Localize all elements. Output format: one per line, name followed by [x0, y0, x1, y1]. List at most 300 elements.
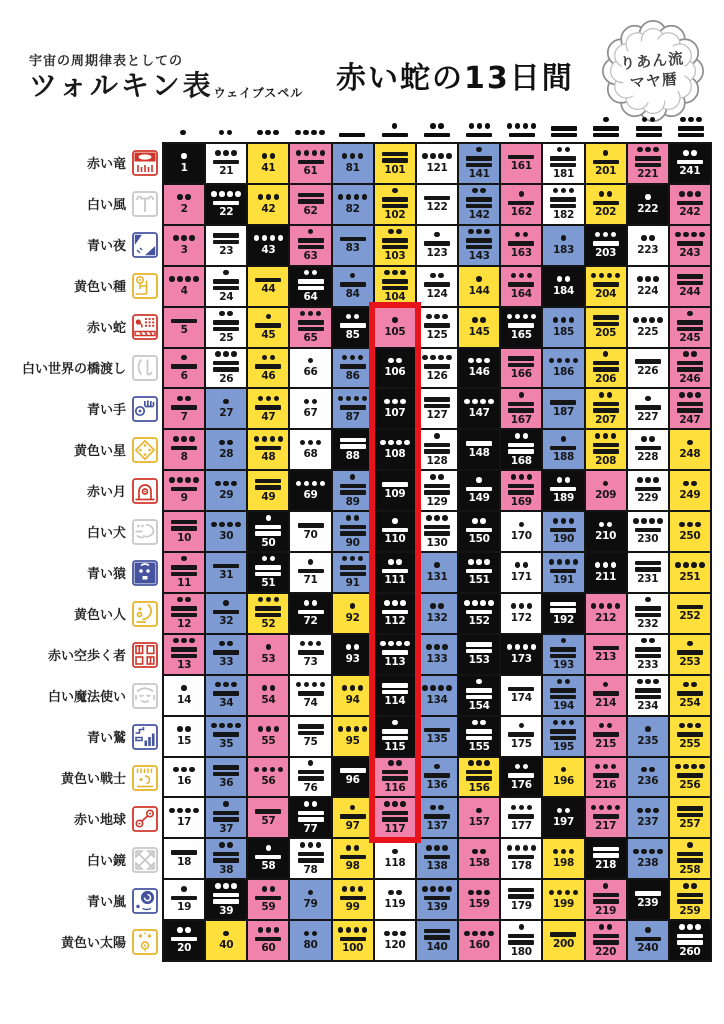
kin-number: 125 — [426, 328, 448, 341]
tone-glyph-5 — [677, 605, 703, 610]
kin-cell-27 — [206, 389, 246, 428]
kin-number: 250 — [679, 530, 701, 543]
kin-number: 143 — [468, 250, 490, 263]
kin-cell-148 — [459, 430, 499, 469]
kin-number: 103 — [384, 250, 406, 263]
kin-number: 226 — [637, 364, 659, 377]
tone-glyph-4 — [633, 317, 663, 325]
seal-name-label: 青い鷲 — [86, 731, 126, 746]
kin-cell-64 — [290, 267, 330, 306]
kin-cell-184 — [543, 267, 583, 306]
kin-number: 50 — [261, 536, 276, 549]
tone-glyph-12 — [677, 351, 703, 372]
kin-number: 121 — [426, 161, 448, 174]
kin-number: 20 — [177, 942, 192, 955]
kin-cell-4 — [164, 267, 204, 306]
tone-glyph-1 — [603, 481, 609, 489]
kin-cell-171 — [501, 553, 541, 592]
kin-cell-252 — [670, 594, 710, 633]
row-label-blue-hand — [87, 388, 158, 429]
tone-glyph-2 — [219, 130, 233, 138]
tone-glyph-6 — [255, 845, 281, 859]
kin-number: 232 — [637, 618, 659, 631]
kin-cell-131 — [417, 553, 457, 592]
tone-glyph-10 — [340, 438, 366, 449]
kin-number: 245 — [679, 332, 701, 345]
kin-number: 108 — [384, 448, 406, 461]
kin-cell-173 — [501, 635, 541, 674]
kin-cell-193 — [543, 635, 583, 674]
seal-name-label: 青い猿 — [86, 567, 126, 582]
kin-number: 113 — [384, 655, 406, 668]
kin-number: 71 — [303, 574, 318, 587]
tone-glyph-2 — [346, 644, 360, 652]
tone-glyph-8 — [340, 886, 366, 900]
kin-number: 159 — [468, 898, 490, 911]
kin-cell-194 — [543, 676, 583, 715]
kin-cell-169 — [501, 471, 541, 510]
kin-cell-161 — [501, 144, 541, 183]
kin-cell-164 — [501, 267, 541, 306]
kin-cell-36 — [206, 758, 246, 797]
kin-number: 47 — [261, 410, 276, 423]
kin-cell-5 — [164, 308, 204, 347]
kin-cell-61 — [290, 144, 330, 183]
kin-number: 109 — [384, 487, 406, 500]
kin-cell-237 — [628, 798, 668, 837]
seal-icon-white-wind — [132, 191, 158, 217]
tone-glyph-4 — [254, 235, 284, 243]
seal-icon-blue-eagle — [132, 724, 158, 750]
kin-cell-54 — [248, 676, 288, 715]
tone-glyph-6 — [298, 559, 324, 573]
tone-glyph-5 — [382, 482, 408, 487]
kin-number: 106 — [384, 366, 406, 379]
kin-cell-203 — [586, 226, 626, 265]
tone-glyph-11 — [593, 351, 619, 372]
kin-number: 33 — [219, 655, 234, 668]
kin-cell-233 — [628, 635, 668, 674]
kin-cell-48 — [248, 430, 288, 469]
kin-cell-2 — [164, 185, 204, 224]
kin-cell-74 — [290, 676, 330, 715]
tone-glyph-11 — [382, 188, 408, 209]
tone-glyph-1 — [223, 399, 229, 407]
tone-glyph-4 — [338, 194, 368, 202]
kin-cell-133 — [417, 635, 457, 674]
kin-cell-208 — [586, 430, 626, 469]
tone-glyph-11 — [213, 801, 239, 822]
kin-cell-31 — [206, 553, 246, 592]
kin-number: 234 — [637, 700, 659, 713]
kin-number: 2 — [180, 202, 188, 215]
kin-cell-139 — [417, 880, 457, 919]
kin-cell-108 — [375, 430, 415, 469]
kin-cell-123 — [417, 226, 457, 265]
seal-name-label: 黄色い種 — [73, 280, 126, 295]
wavespell-title: 赤い蛇の13日間 — [336, 61, 574, 96]
kin-cell-157 — [459, 798, 499, 837]
kin-cell-207 — [586, 389, 626, 428]
kin-number: 112 — [384, 615, 406, 628]
kin-number: 67 — [303, 407, 318, 420]
kin-cell-210 — [586, 512, 626, 551]
kin-number: 155 — [468, 741, 490, 754]
kin-number: 215 — [595, 737, 617, 750]
tone-glyph-10 — [424, 929, 450, 940]
tone-glyph-10 — [677, 274, 703, 285]
kin-number: 138 — [426, 860, 448, 873]
kin-number: 26 — [219, 372, 234, 385]
tzolkin-grid — [162, 142, 712, 962]
kin-cell-73 — [290, 635, 330, 674]
tone-glyph-5 — [340, 768, 366, 773]
tone-glyph-6 — [550, 436, 576, 450]
seal-name-label: 黄色い太陽 — [60, 936, 126, 951]
kin-cell-132 — [417, 594, 457, 633]
tone-glyph-12 — [635, 638, 661, 659]
kin-cell-234 — [628, 676, 668, 715]
tone-glyph-8 — [213, 150, 239, 164]
tone-glyph-7 — [424, 123, 450, 137]
kin-number: 90 — [345, 536, 360, 549]
tone-glyph-10 — [508, 888, 534, 899]
kin-cell-204 — [586, 267, 626, 306]
tone-glyph-7 — [466, 518, 492, 532]
tone-glyph-2 — [641, 235, 655, 243]
row-label-yellow-star — [74, 429, 158, 470]
tone-glyph-5 — [213, 564, 239, 569]
tone-glyph-13 — [340, 556, 366, 577]
seal-icon-yellow-seed — [132, 273, 158, 299]
kin-cell-23 — [206, 226, 246, 265]
kin-number: 208 — [595, 454, 617, 467]
tone-glyph-8 — [255, 927, 281, 941]
tone-glyph-3 — [426, 644, 448, 652]
kin-cell-245 — [670, 308, 710, 347]
tone-glyph-7 — [255, 355, 281, 369]
kin-cell-97 — [333, 798, 373, 837]
tone-glyph-1 — [308, 890, 314, 898]
kin-cell-162 — [501, 185, 541, 224]
kin-cell-33 — [206, 635, 246, 674]
tone-glyph-5 — [550, 932, 576, 937]
kin-number: 62 — [303, 204, 318, 217]
tone-glyph-8 — [171, 436, 197, 450]
kin-cell-129 — [417, 471, 457, 510]
tone-glyph-12 — [171, 597, 197, 618]
kin-number: 257 — [679, 818, 701, 831]
tone-glyph-9 — [591, 805, 621, 819]
tone-glyph-2 — [388, 358, 402, 366]
kin-number: 5 — [180, 324, 188, 337]
kin-cell-211 — [586, 553, 626, 592]
kin-number: 193 — [552, 659, 574, 672]
tone-glyph-13 — [466, 760, 492, 781]
tone-glyph-5 — [635, 359, 661, 364]
kin-number: 217 — [595, 819, 617, 832]
kin-cell-199 — [543, 880, 583, 919]
kin-cell-196 — [543, 758, 583, 797]
column-header-tone-7 — [416, 106, 458, 140]
kin-number: 134 — [426, 693, 448, 706]
kin-number: 156 — [468, 781, 490, 794]
column-header-tone-3 — [247, 106, 289, 140]
tone-glyph-12 — [382, 760, 408, 781]
kin-number: 240 — [637, 942, 659, 955]
kin-cell-163 — [501, 226, 541, 265]
tone-glyph-10 — [550, 602, 576, 613]
tone-glyph-5 — [550, 400, 576, 405]
kin-number: 100 — [342, 942, 364, 955]
kin-cell-240 — [628, 921, 668, 960]
tone-glyph-3 — [468, 358, 490, 366]
kin-number: 246 — [679, 372, 701, 385]
kin-cell-247 — [670, 389, 710, 428]
tone-glyph-5 — [298, 523, 324, 528]
tone-glyph-4 — [380, 440, 410, 448]
seal-name-label: 黄色い星 — [73, 444, 126, 459]
tone-glyph-2 — [641, 767, 655, 775]
kin-cell-216 — [586, 758, 626, 797]
tone-glyph-4 — [633, 849, 663, 857]
kin-cell-85 — [333, 308, 373, 347]
kin-cell-42 — [248, 185, 288, 224]
tone-glyph-11 — [466, 147, 492, 168]
tone-glyph-12 — [213, 842, 239, 863]
kin-cell-219 — [586, 880, 626, 919]
kin-number: 241 — [679, 165, 701, 178]
tone-glyph-6 — [255, 314, 281, 328]
tone-glyph-10 — [171, 520, 197, 531]
tone-glyph-3 — [300, 440, 322, 448]
kin-cell-81 — [333, 144, 373, 183]
tone-glyph-5 — [508, 155, 534, 160]
seal-name-label: 白い世界の橋渡し — [21, 362, 126, 377]
kin-number: 202 — [595, 206, 617, 219]
kin-number: 203 — [595, 246, 617, 259]
kin-number: 27 — [219, 407, 234, 420]
tone-glyph-3 — [511, 603, 533, 611]
tone-glyph-13 — [550, 720, 576, 741]
seal-name-label: 青い夜 — [86, 239, 126, 254]
tone-glyph-3 — [679, 522, 701, 530]
tone-glyph-4 — [422, 153, 452, 161]
kin-number: 230 — [637, 533, 659, 546]
tone-glyph-11 — [255, 515, 281, 536]
kin-number: 18 — [177, 855, 192, 868]
kin-number: 80 — [303, 939, 318, 952]
kin-number: 259 — [679, 904, 701, 917]
tone-glyph-12 — [298, 270, 324, 291]
tone-glyph-13 — [508, 474, 534, 495]
kin-cell-40 — [206, 921, 246, 960]
kin-cell-19 — [164, 880, 204, 919]
kin-number: 239 — [637, 896, 659, 909]
kin-cell-3 — [164, 226, 204, 265]
kin-cell-213 — [586, 635, 626, 674]
kin-cell-59 — [248, 880, 288, 919]
tone-glyph-9 — [507, 314, 537, 328]
kin-number: 160 — [468, 939, 490, 952]
kin-number: 255 — [679, 737, 701, 750]
kin-number: 207 — [595, 413, 617, 426]
kin-number: 196 — [552, 775, 574, 788]
kin-number: 136 — [426, 778, 448, 791]
kin-cell-8 — [164, 430, 204, 469]
tone-glyph-9 — [296, 150, 326, 164]
tone-glyph-2 — [262, 685, 276, 693]
kin-cell-141 — [459, 144, 499, 183]
column-header-tone-4 — [289, 106, 331, 140]
tone-glyph-6 — [382, 518, 408, 532]
kin-cell-104 — [375, 267, 415, 306]
kin-number: 111 — [384, 574, 406, 587]
kin-cell-152 — [459, 594, 499, 633]
tone-glyph-13 — [677, 924, 703, 945]
kin-cell-140 — [417, 921, 457, 960]
tone-glyph-2 — [219, 440, 233, 448]
tone-glyph-1 — [561, 235, 567, 243]
kin-cell-77 — [290, 798, 330, 837]
seal-name-label: 赤い蛇 — [86, 321, 126, 336]
kin-cell-135 — [417, 717, 457, 756]
kin-cell-174 — [501, 676, 541, 715]
kin-cell-43 — [248, 226, 288, 265]
tone-glyph-7 — [508, 232, 534, 246]
kin-cell-251 — [670, 553, 710, 592]
kin-number: 176 — [510, 778, 532, 791]
tone-glyph-3 — [384, 399, 406, 407]
seal-name-label: 赤い月 — [86, 485, 126, 500]
kin-number: 211 — [595, 570, 617, 583]
kin-cell-118 — [375, 839, 415, 878]
kin-number: 75 — [303, 736, 318, 749]
kin-cell-28 — [206, 430, 246, 469]
kin-cell-246 — [670, 349, 710, 388]
tone-glyph-2 — [557, 808, 571, 816]
kin-number: 146 — [468, 366, 490, 379]
kin-number: 153 — [468, 654, 490, 667]
row-label-red-serpent — [87, 306, 158, 347]
kin-cell-218 — [586, 839, 626, 878]
seal-icon-blue-storm — [132, 888, 158, 914]
kin-cell-137 — [417, 798, 457, 837]
tone-glyph-7 — [550, 477, 576, 491]
kin-number: 60 — [261, 942, 276, 955]
kin-cell-159 — [459, 880, 499, 919]
kin-number: 76 — [303, 781, 318, 794]
seal-name-label: 黄色い人 — [73, 608, 126, 623]
tone-glyph-12 — [213, 311, 239, 332]
kin-number: 135 — [426, 733, 448, 746]
tone-glyph-6 — [593, 682, 619, 696]
tone-glyph-12 — [340, 515, 366, 536]
tone-glyph-7 — [677, 682, 703, 696]
kin-number: 249 — [679, 489, 701, 502]
kin-number: 186 — [552, 366, 574, 379]
kin-number: 185 — [552, 325, 574, 338]
kin-number: 204 — [595, 287, 617, 300]
tone-glyph-10 — [508, 356, 534, 367]
kin-number: 200 — [552, 937, 574, 950]
kin-cell-154 — [459, 676, 499, 715]
kin-number: 29 — [219, 489, 234, 502]
tone-glyph-5 — [340, 237, 366, 242]
kin-number: 84 — [345, 287, 360, 300]
tone-glyph-3 — [215, 481, 237, 489]
kin-number: 102 — [384, 209, 406, 222]
row-label-blue-monkey — [87, 552, 158, 593]
tone-glyph-1 — [687, 440, 693, 448]
kin-cell-65 — [290, 308, 330, 347]
kin-cell-257 — [670, 798, 710, 837]
kin-cell-241 — [670, 144, 710, 183]
row-label-white-dog — [87, 511, 158, 552]
kin-cell-115 — [375, 717, 415, 756]
kin-cell-68 — [290, 430, 330, 469]
kin-number: 94 — [345, 693, 360, 706]
tone-glyph-13 — [678, 117, 704, 138]
badge-line1: りあん流 — [619, 49, 685, 73]
page-title — [29, 64, 303, 104]
kin-cell-256 — [670, 758, 710, 797]
kin-cell-227 — [628, 389, 668, 428]
kin-cell-136 — [417, 758, 457, 797]
tone-glyph-11 — [298, 229, 324, 250]
tone-glyph-8 — [255, 396, 281, 410]
tone-glyph-4 — [591, 603, 621, 611]
tone-glyph-2 — [515, 562, 529, 570]
row-label-blue-storm — [87, 880, 158, 921]
kin-number: 147 — [468, 407, 490, 420]
kin-cell-112 — [375, 594, 415, 633]
kin-number: 220 — [595, 945, 617, 958]
kin-cell-125 — [417, 308, 457, 347]
kin-cell-53 — [248, 635, 288, 674]
tone-glyph-3 — [173, 767, 195, 775]
kin-cell-67 — [290, 389, 330, 428]
kin-cell-253 — [670, 635, 710, 674]
kin-number: 120 — [384, 939, 406, 952]
tone-glyph-4 — [549, 890, 579, 898]
kin-cell-185 — [543, 308, 583, 347]
kin-number: 21 — [219, 165, 234, 178]
tone-glyph-11 — [340, 474, 366, 495]
kin-cell-170 — [501, 512, 541, 551]
row-label-red-moon — [87, 470, 158, 511]
kin-cell-56 — [248, 758, 288, 797]
tone-glyph-7 — [635, 436, 661, 450]
kin-number: 223 — [637, 243, 659, 256]
kin-number: 238 — [637, 857, 659, 870]
tone-glyph-2 — [177, 194, 191, 202]
kin-number: 85 — [345, 328, 360, 341]
kin-cell-26 — [206, 349, 246, 388]
kin-cell-92 — [333, 594, 373, 633]
tone-glyph-8 — [382, 600, 408, 614]
kin-cell-149 — [459, 471, 499, 510]
seal-icon-red-serpent — [132, 314, 158, 340]
kin-number: 141 — [468, 168, 490, 181]
kin-number: 53 — [261, 652, 276, 665]
tone-glyph-13 — [382, 801, 408, 822]
tone-glyph-9 — [380, 641, 410, 655]
kin-number: 243 — [679, 246, 701, 259]
kin-cell-250 — [670, 512, 710, 551]
kin-number: 126 — [426, 369, 448, 382]
kin-cell-34 — [206, 676, 246, 715]
